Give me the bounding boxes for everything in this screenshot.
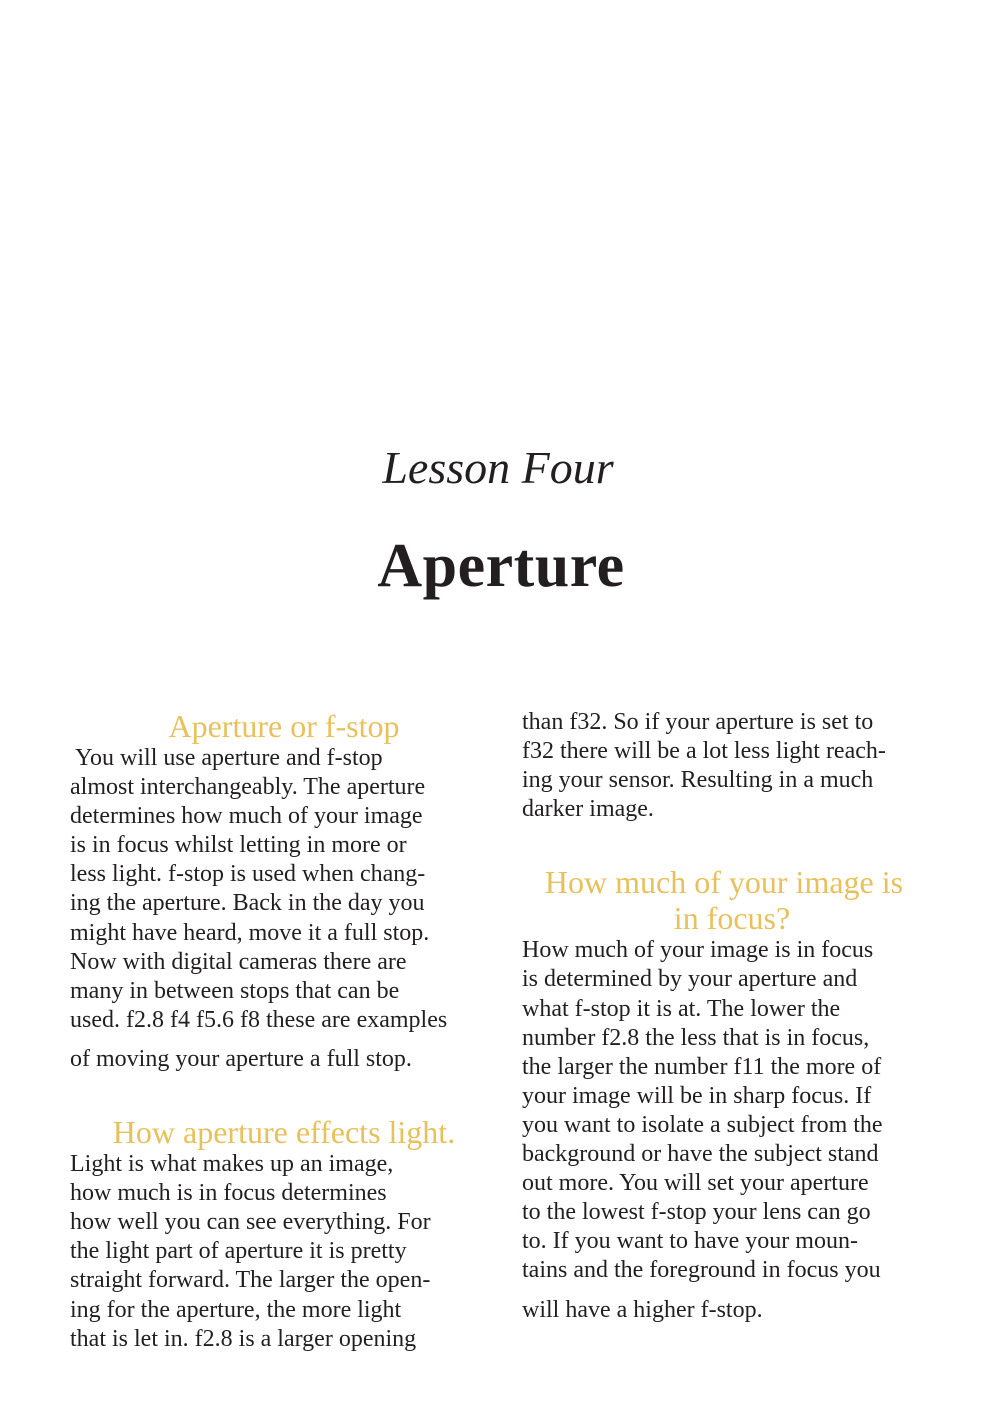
text-line: How much of your image is in focus [522, 937, 874, 964]
text-line: might have heard, move it a full stop. [70, 919, 430, 946]
text-line: is in focus whilst letting in more or [70, 832, 407, 859]
chapter-title: Aperture [377, 532, 625, 600]
paragraph-aperture-intro [70, 744, 490, 1074]
text-line: straight forward. The larger the open- [70, 1267, 431, 1294]
text-line: many in between stops that can be [70, 977, 400, 1004]
text-line: f32 there will be a lot less light reach- [522, 738, 886, 765]
text-line: how well you can see everything. For [70, 1209, 431, 1236]
heading-aperture-or-fstop: Aperture or f-stop [168, 708, 400, 744]
paragraph-aperture-light [70, 1150, 490, 1354]
text-line: Light is what makes up an image, [70, 1151, 394, 1178]
text-line: You will use aperture and f-stop [70, 745, 383, 771]
heading-line: How much of your image is [544, 864, 904, 901]
text-line: tains and the foreground in focus you [522, 1257, 881, 1284]
lesson-label: Lesson Four [382, 442, 614, 493]
text-line: will have a higher f-stop. [522, 1296, 763, 1323]
heading-line: in focus? [673, 900, 791, 937]
text-line: is determined by your aperture and [522, 966, 858, 993]
text-line: ing your sensor. Resulting in a much [522, 767, 874, 794]
paragraph-focus [522, 936, 942, 1324]
text-line: almost interchangeably. The aperture [70, 774, 426, 801]
text-line: how much is in focus determines [70, 1180, 387, 1207]
text-line: what f-stop it is at. The lower the [522, 995, 841, 1022]
left-column [70, 708, 490, 1354]
text-line: that is let in. f2.8 is a larger opening [70, 1325, 417, 1352]
text-line: the light part of aperture it is pretty [70, 1238, 407, 1265]
text-line: used. f2.8 f4 f5.6 f8 these are examples [70, 1006, 448, 1033]
text-line: Now with digital cameras there are [70, 948, 407, 975]
text-line: to. If you want to have your moun- [522, 1228, 858, 1255]
text-line: you want to isolate a subject from the [522, 1111, 883, 1138]
text-line: darker image. [522, 796, 654, 823]
text-line: ing for the aperture, the more light [70, 1296, 402, 1323]
text-line: the larger the number f11 the more of [522, 1053, 882, 1080]
text-line: of moving your aperture a full stop. [70, 1045, 412, 1072]
text-line: background or have the subject stand [522, 1141, 879, 1168]
text-line: to the lowest f-stop your lens can go [522, 1199, 871, 1226]
text-line: determines how much of your image [70, 803, 423, 830]
text-line: your image will be in sharp focus. If [522, 1082, 872, 1109]
paragraph-continued [522, 708, 942, 824]
text-line: ing the aperture. Back in the day you [70, 890, 425, 917]
heading-image-in-focus [522, 864, 942, 936]
text-line: less light. f-stop is used when chang- [70, 861, 426, 888]
text-line: than f32. So if your aperture is set to [522, 709, 874, 735]
text-line: number f2.8 the less that is in focus, [522, 1024, 870, 1051]
right-column [522, 708, 942, 1325]
heading-aperture-effects-light: How aperture effects light. [112, 1114, 456, 1151]
text-line: out more. You will set your aperture [522, 1170, 869, 1197]
